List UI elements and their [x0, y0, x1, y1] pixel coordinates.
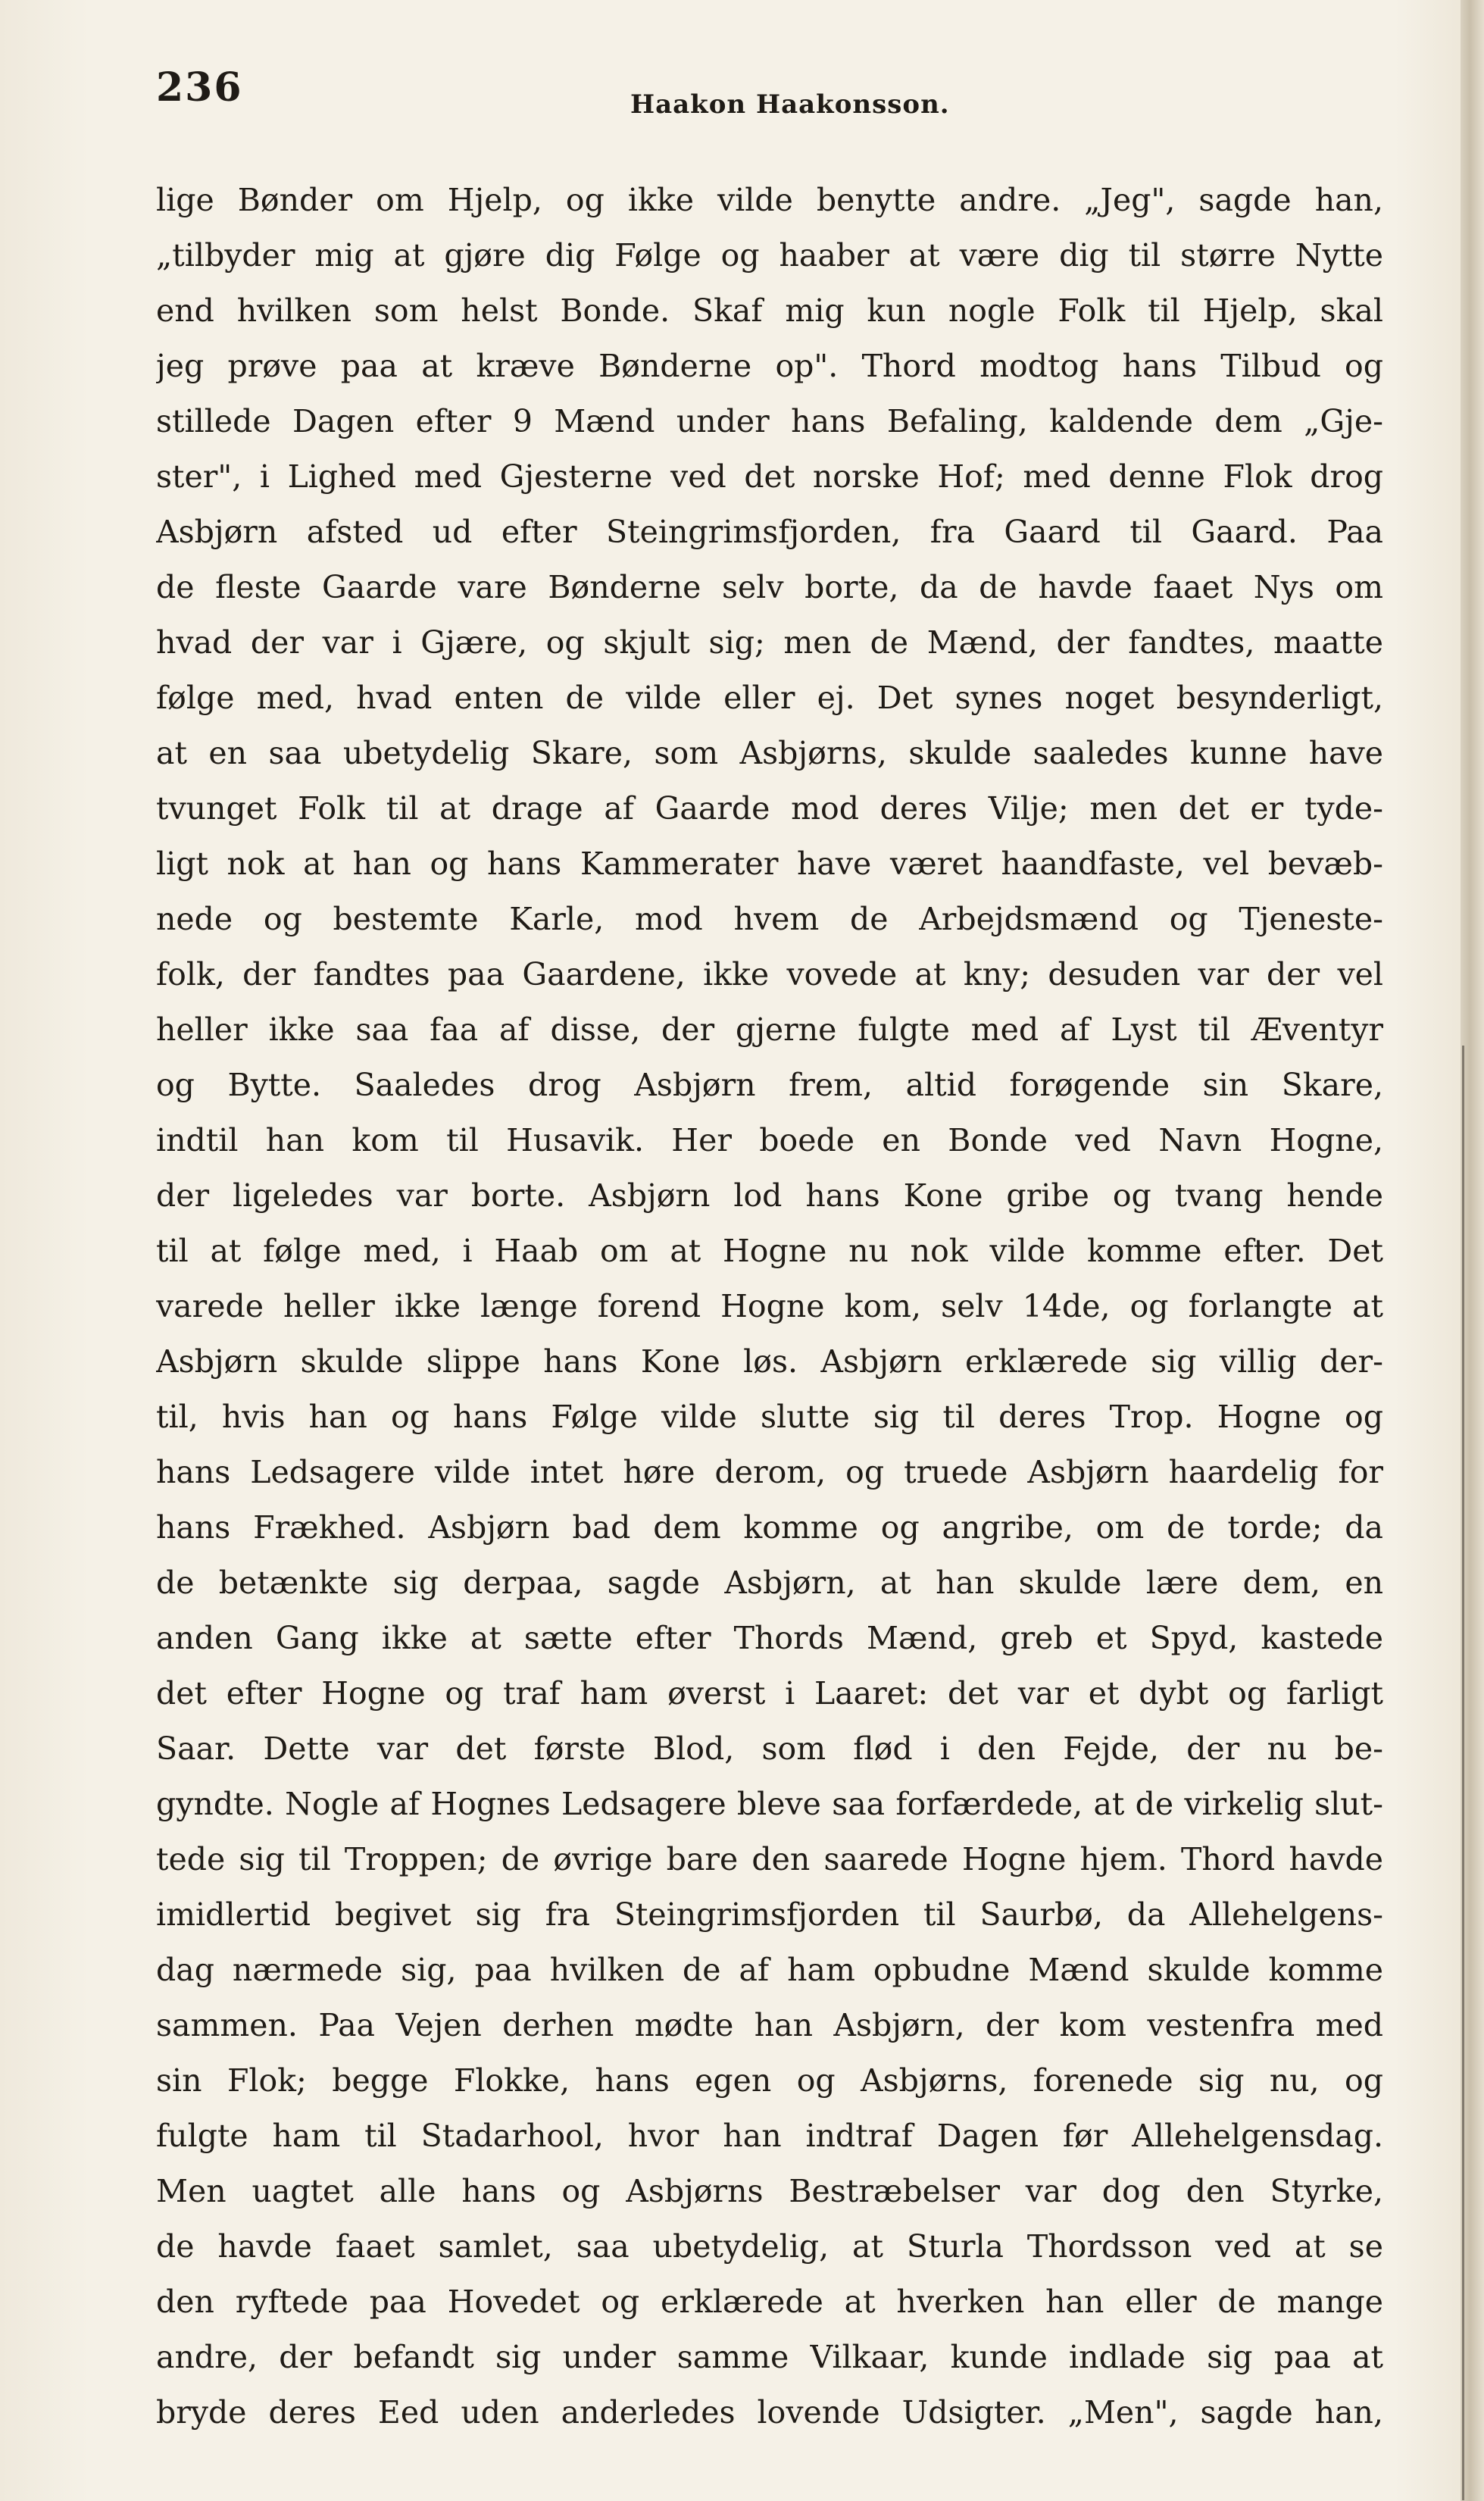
- text-line: der ligeledes var borte. Asbjørn lod hans Kone gribe og tvang hende: [156, 1177, 1383, 1214]
- text-line: lige Bønder om Hjelp, og ikke vilde benytte andre. „Jeg", sagde han,: [156, 182, 1383, 218]
- text-line: „tilbyder mig at gjøre dig Følge og haaber at være dig til større Nytte: [156, 237, 1383, 274]
- text-line: følge med, hvad enten de vilde eller ej. Det synes noget besynderligt,: [156, 680, 1383, 716]
- text-line: den ryftede paa Hovedet og erklærede at hverken han eller de mange: [156, 2284, 1383, 2320]
- text-line: Asbjørn skulde slippe hans Kone løs. Asbjørn erklærede sig villig der-: [156, 1343, 1383, 1380]
- text-line: til at følge med, i Haab om at Hogne nu nok vilde komme efter. Det: [156, 1233, 1383, 1269]
- text-line: det efter Hogne og traf ham øverst i Laaret: det var et dybt og farligt: [156, 1675, 1383, 1712]
- text-line: sammen. Paa Vejen derhen mødte han Asbjørn, der kom vestenfra med: [156, 2007, 1383, 2043]
- text-line: jeg prøve paa at kræve Bønderne op". Thord modtog hans Tilbud og: [156, 348, 1383, 384]
- text-line: Asbjørn afsted ud efter Steingrimsfjorden, fra Gaard til Gaard. Paa: [156, 514, 1383, 550]
- page-edge-rule: [1462, 1046, 1464, 2500]
- text-line: Men uagtet alle hans og Asbjørns Bestræbelser var dog den Styrke,: [156, 2173, 1383, 2209]
- text-line: imidlertid begivet sig fra Steingrimsfjorden til Saurbø, da Allehelgens-: [156, 1896, 1383, 1933]
- text-line: ster", i Lighed med Gjesterne ved det norske Hof; med denne Flok drog: [156, 458, 1383, 495]
- text-line: end hvilken som helst Bonde. Skaf mig kun nogle Folk til Hjelp, skal: [156, 292, 1383, 329]
- body-text: [156, 173, 1383, 2440]
- text-line: indtil han kom til Husavik. Her boede en Bonde ved Navn Hogne,: [156, 1122, 1383, 1158]
- text-line: heller ikke saa faa af disse, der gjerne fulgte med af Lyst til Æventyr: [156, 1011, 1383, 1048]
- text-line: de betænkte sig derpaa, sagde Asbjørn, at han skulde lære dem, en: [156, 1565, 1383, 1601]
- text-line: tvunget Folk til at drage af Gaarde mod deres Vilje; men det er tyde-: [156, 790, 1383, 827]
- text-line: stillede Dagen efter 9 Mænd under hans Befaling, kaldende dem „Gje-: [156, 403, 1383, 439]
- text-line: tede sig til Troppen; de øvrige bare den saarede Hogne hjem. Thord havde: [156, 1841, 1383, 1877]
- text-line: gyndte. Nogle af Hognes Ledsagere bleve saa forfærdede, at de virkelig slut-: [156, 1786, 1383, 1822]
- text-line: til, hvis han og hans Følge vilde slutte sig til deres Trop. Hogne og: [156, 1399, 1383, 1435]
- text-line: anden Gang ikke at sætte efter Thords Mænd, greb et Spyd, kastede: [156, 1620, 1383, 1656]
- running-title: Haakon Haakonsson.: [630, 89, 950, 120]
- text-line: nede og bestemte Karle, mod hvem de Arbejdsmænd og Tjeneste-: [156, 901, 1383, 937]
- text-line: ligt nok at han og hans Kammerater have været haandfaste, vel bevæb-: [156, 846, 1383, 882]
- text-line: fulgte ham til Stadarhool, hvor han indtraf Dagen før Allehelgensdag.: [156, 2118, 1383, 2154]
- page-number: 236: [156, 64, 243, 111]
- text-line: Saar. Dette var det første Blod, som flød i den Fejde, der nu be-: [156, 1730, 1383, 1767]
- text-line: hvad der var i Gjære, og skjult sig; men de Mænd, der fandtes, maatte: [156, 624, 1383, 661]
- text-line: bryde deres Eed uden anderledes lovende Udsigter. „Men", sagde han,: [156, 2394, 1383, 2431]
- text-line: sin Flok; begge Flokke, hans egen og Asbjørns, forenede sig nu, og: [156, 2062, 1383, 2099]
- text-line: de havde faaet samlet, saa ubetydelig, at Sturla Thordsson ved at se: [156, 2228, 1383, 2265]
- text-line: de fleste Gaarde vare Bønderne selv borte, da de havde faaet Nys om: [156, 569, 1383, 605]
- text-line: at en saa ubetydelig Skare, som Asbjørns, skulde saaledes kunne have: [156, 735, 1383, 771]
- text-line: folk, der fandtes paa Gaardene, ikke vovede at kny; desuden var der vel: [156, 956, 1383, 993]
- text-line: varede heller ikke længe forend Hogne kom, selv 14de, og forlangte at: [156, 1288, 1383, 1324]
- text-line: dag nærmede sig, paa hvilken de af ham opbudne Mænd skulde komme: [156, 1952, 1383, 1988]
- text-line: hans Frækhed. Asbjørn bad dem komme og angribe, om de torde; da: [156, 1509, 1383, 1546]
- text-line: andre, der befandt sig under samme Vilkaar, kunde indlade sig paa at: [156, 2339, 1383, 2375]
- text-line: og Bytte. Saaledes drog Asbjørn frem, altid forøgende sin Skare,: [156, 1067, 1383, 1103]
- text-line: hans Ledsagere vilde intet høre derom, og truede Asbjørn haardelig for: [156, 1454, 1383, 1490]
